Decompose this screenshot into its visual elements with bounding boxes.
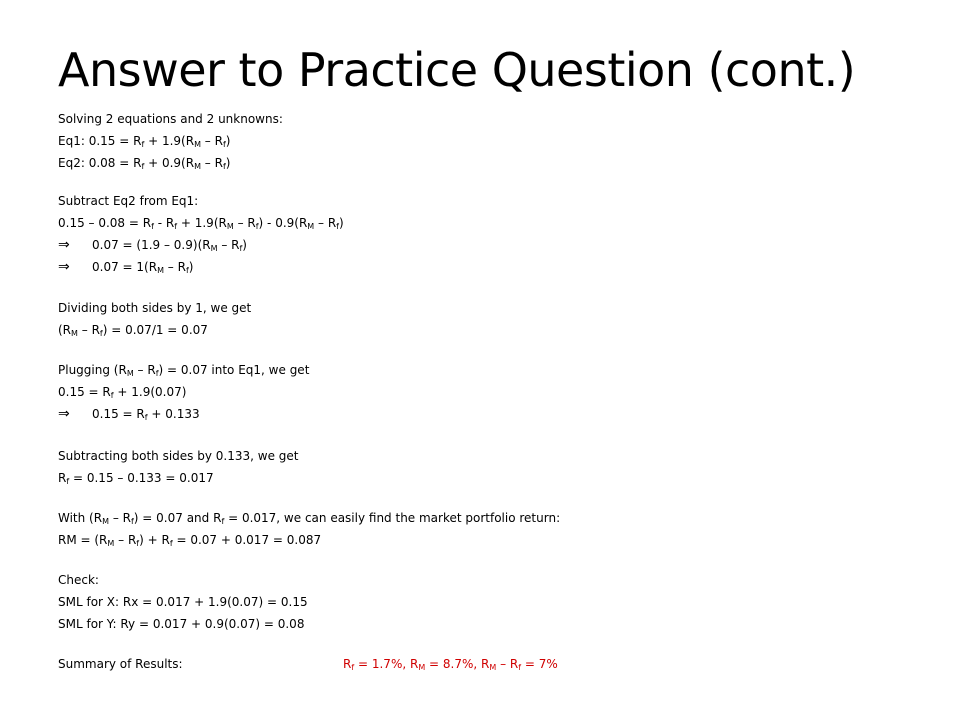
summary-label: Summary of Results: [58,657,183,671]
text-line-market-premium: $(R_M - R_f) = 0.07/1 = 0.07$ [58,323,208,338]
text-line-with: With $(R_M - R_f) = 0.07$ and $R_f = 0.017$, we can easily find the market portfolio return: [58,511,561,526]
text-line-summary [58,653,558,675]
text-line-check: Check: [58,573,99,587]
text-line-intro: Solving 2 equations and 2 unknowns: [58,112,283,126]
text-line-market-return: RM = $(R_M - R_f) + R_f = 0.07 + 0.017 = 0.087$ [58,533,322,548]
text-line-subtract-step: $0.15 - 0.08 = R_f - R_f + 1.9(R_M - R_f) - 0.9(R_M - R_f)$ [58,216,344,231]
summary-results: $R_f = 1.7\%$, $R_M = 8.7\%$, $R_M - R_f = 7\%$ [343,657,558,672]
text-line-risk-free: $R_f = 0.15 - 0.133 = 0.017$ [58,471,214,486]
text-line-plugging: Plugging $(R_M - R_f) = 0.07$ into Eq1, we get [58,363,310,378]
text-line-dividing: Dividing both sides by 1, we get [58,301,252,315]
implies-arrow-icon: ⇒ [58,406,70,422]
text-line-eq1: Eq1: $0.15 = R_f + 1.9(R_M - R_f)$ [58,134,231,149]
text-line-eq2: Eq2: $0.08 = R_f + 0.9(R_M - R_f)$ [58,156,231,171]
text-line-implies-2: ⇒ $0.07 = 1(R_M - R_f)$ [58,256,193,278]
text-line-sml-x: SML for X: Rx = 0.017 + 1.9(0.07) = 0.15 [58,595,308,609]
text-line-implies-1: ⇒ $0.07 = (1.9 - 0.9)(R_M - R_f)$ [58,234,247,256]
text-line-implies-3: ⇒ $0.15 = R_f + 0.133$ [58,403,200,425]
implies-arrow-icon: ⇒ [58,237,70,253]
text-line-subtract-heading: Subtract Eq2 from Eq1: [58,194,199,208]
implies-arrow-icon: ⇒ [58,259,70,275]
text-line-sml-y: SML for Y: Ry = 0.017 + 0.9(0.07) = 0.08 [58,617,305,631]
slide-title: Answer to Practice Question (cont.) [58,43,856,97]
text-line-subtracting: Subtracting both sides by 0.133, we get [58,449,299,463]
text-line-substituted: $0.15 = R_f + 1.9(0.07)$ [58,385,187,400]
